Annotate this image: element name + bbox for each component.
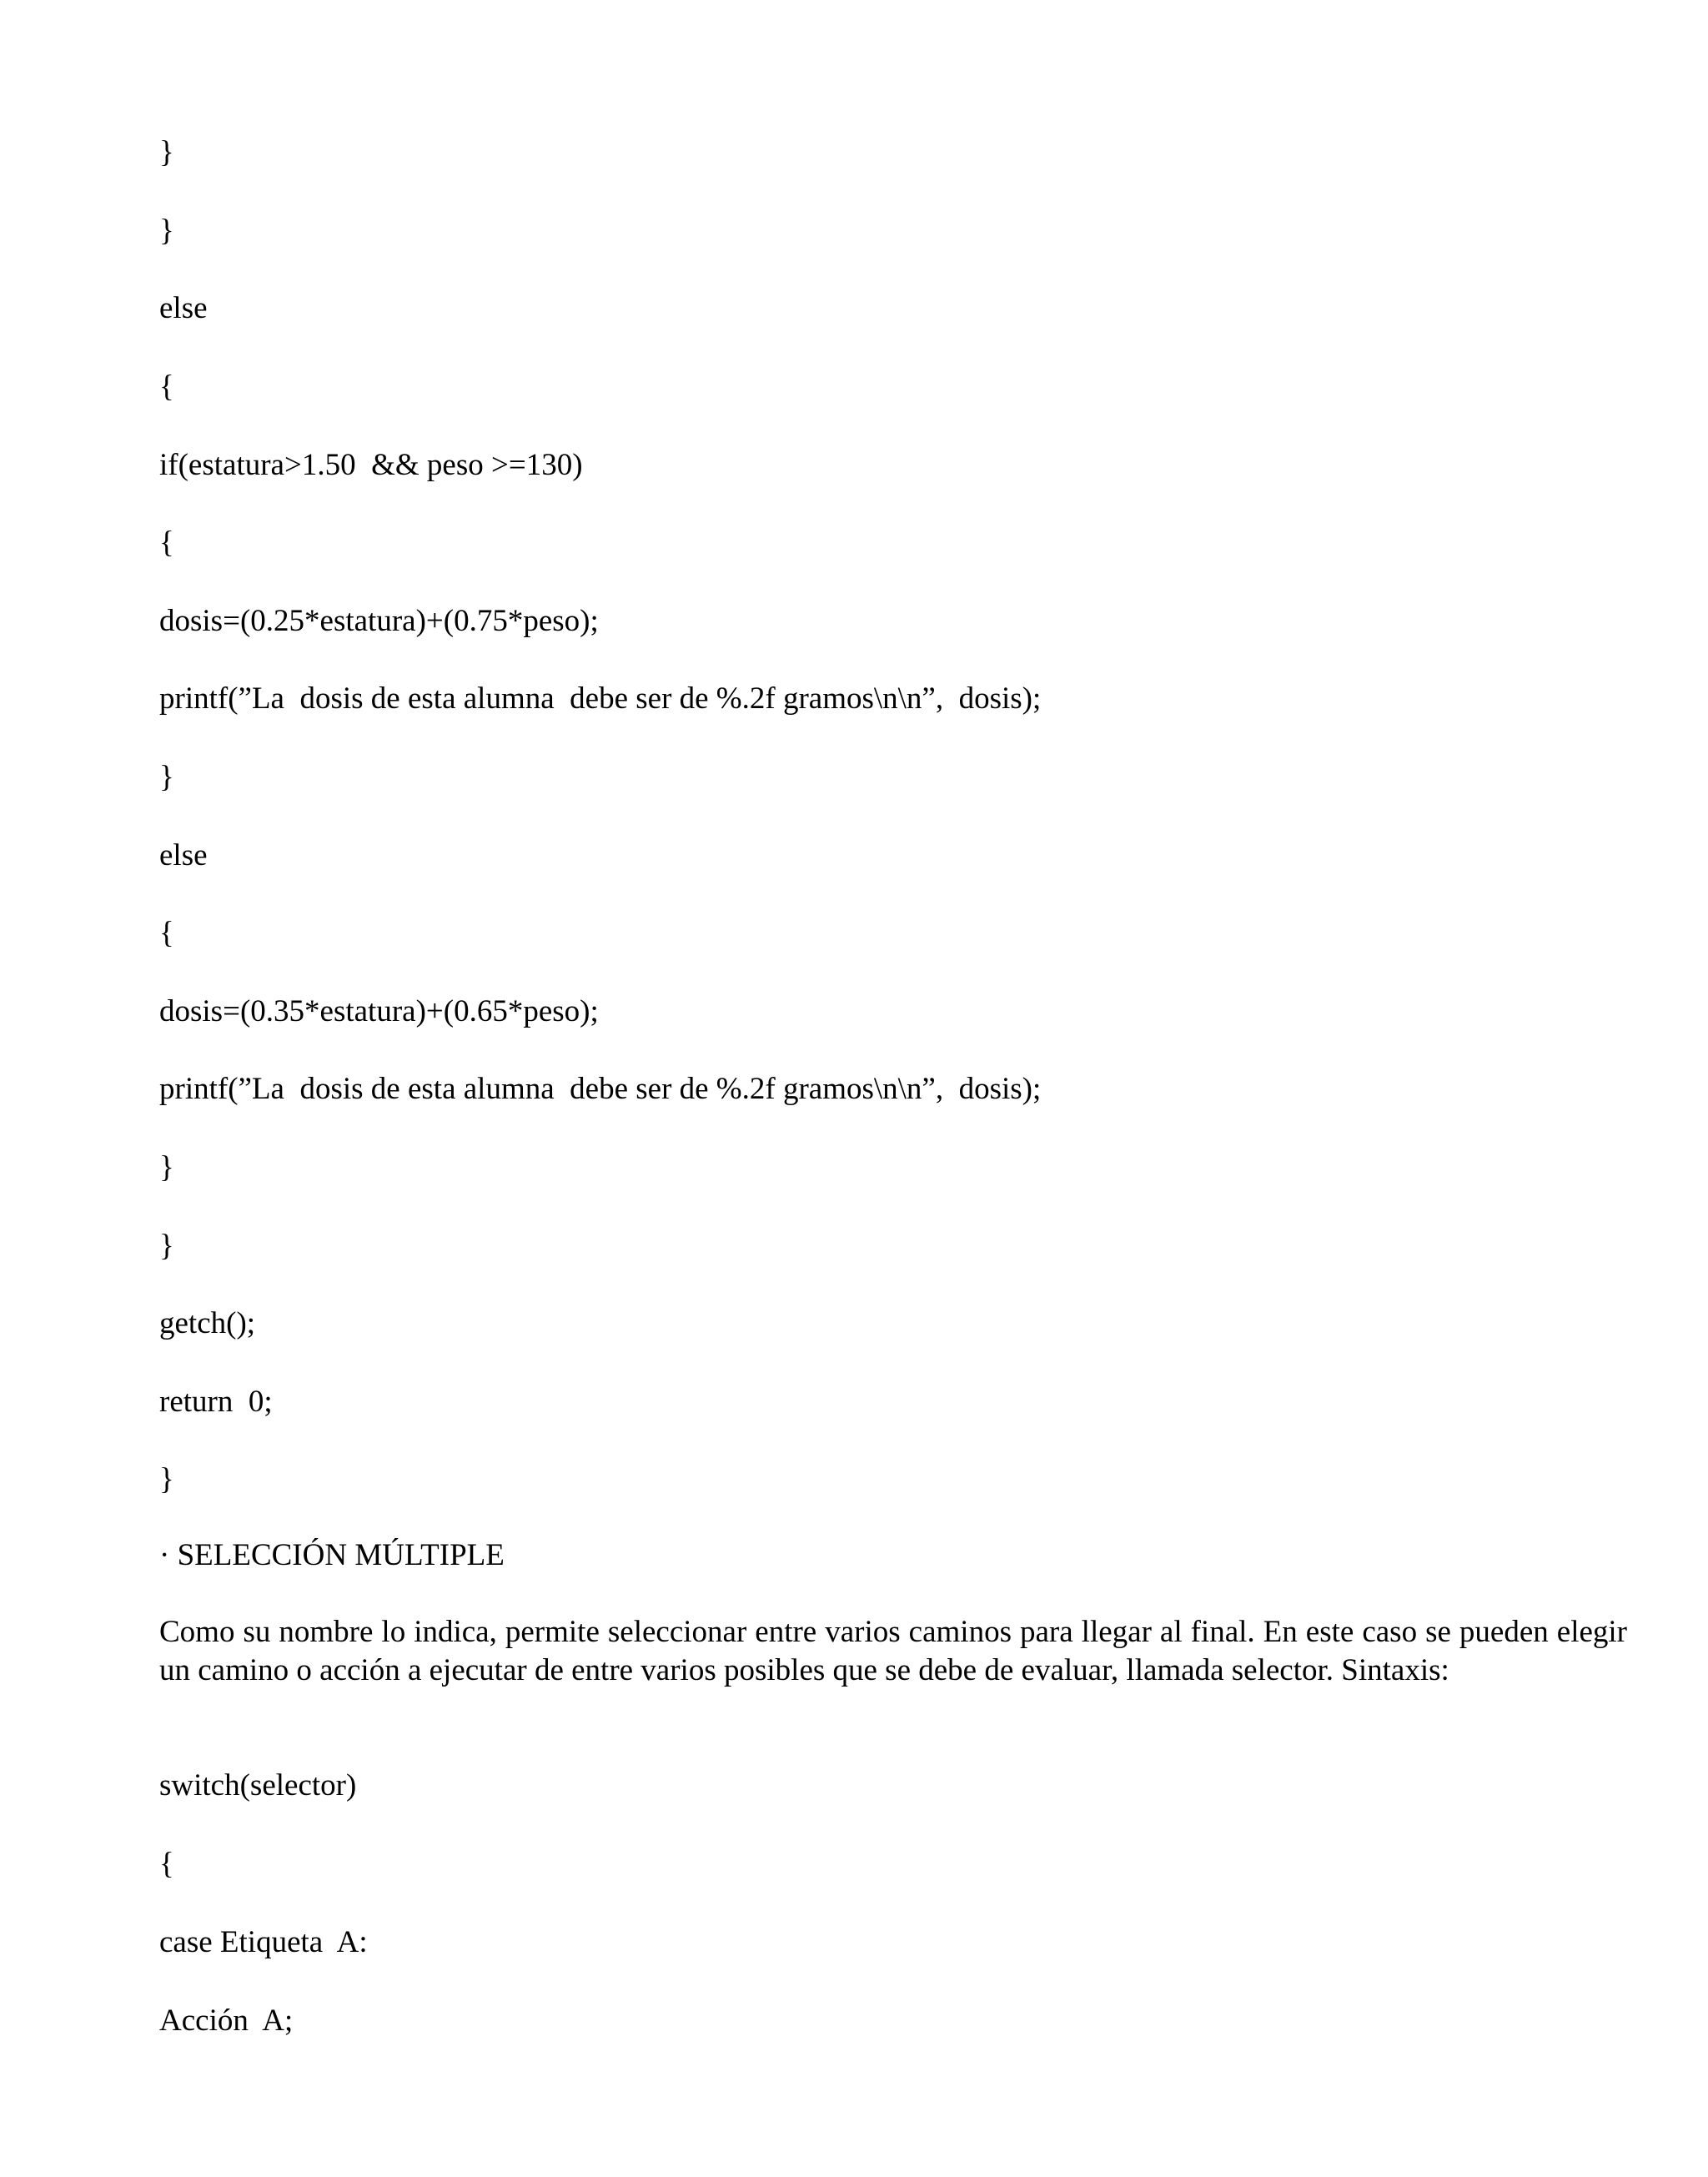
code-line: getch(); xyxy=(159,1306,256,1340)
code-line: else xyxy=(159,838,208,872)
code-line: { xyxy=(159,370,174,404)
code-line: } xyxy=(159,1150,174,1184)
code-line: printf(”La dosis de esta alumna debe ser de %.2f gramos\n\n”, dosis); xyxy=(159,1072,1042,1106)
code-line: return 0; xyxy=(159,1385,273,1419)
code-line: } xyxy=(159,135,174,169)
code-line: dosis=(0.25*estatura)+(0.75*peso); xyxy=(159,604,599,638)
code-line: case Etiqueta A: xyxy=(159,1925,368,1959)
code-line: } xyxy=(159,760,174,794)
body-paragraph: Como su nombre lo indica, permite seleccionar entre varios caminos para llegar al final. En este caso se pueden elegir un camino o acción a ejecutar de entre varios posibles que se debe de evaluar, llamada selector. Sintaxis: xyxy=(159,1615,1627,1687)
section-heading: · SELECCIÓN MÚLTIPLE xyxy=(159,1538,505,1572)
code-line: { xyxy=(159,916,174,950)
code-line: Acción A; xyxy=(159,2004,294,2038)
code-line: } xyxy=(159,1229,174,1263)
code-line: { xyxy=(159,1847,174,1881)
code-line: } xyxy=(159,214,174,248)
code-line: { xyxy=(159,525,174,560)
code-line: printf(”La dosis de esta alumna debe ser de %.2f gramos\n\n”, dosis); xyxy=(159,681,1042,716)
code-line: if(estatura>1.50 && peso >=130) xyxy=(159,448,583,482)
code-line: switch(selector) xyxy=(159,1768,357,1802)
code-line: } xyxy=(159,1462,174,1496)
code-line: dosis=(0.35*estatura)+(0.65*peso); xyxy=(159,994,599,1028)
code-line: else xyxy=(159,291,208,325)
